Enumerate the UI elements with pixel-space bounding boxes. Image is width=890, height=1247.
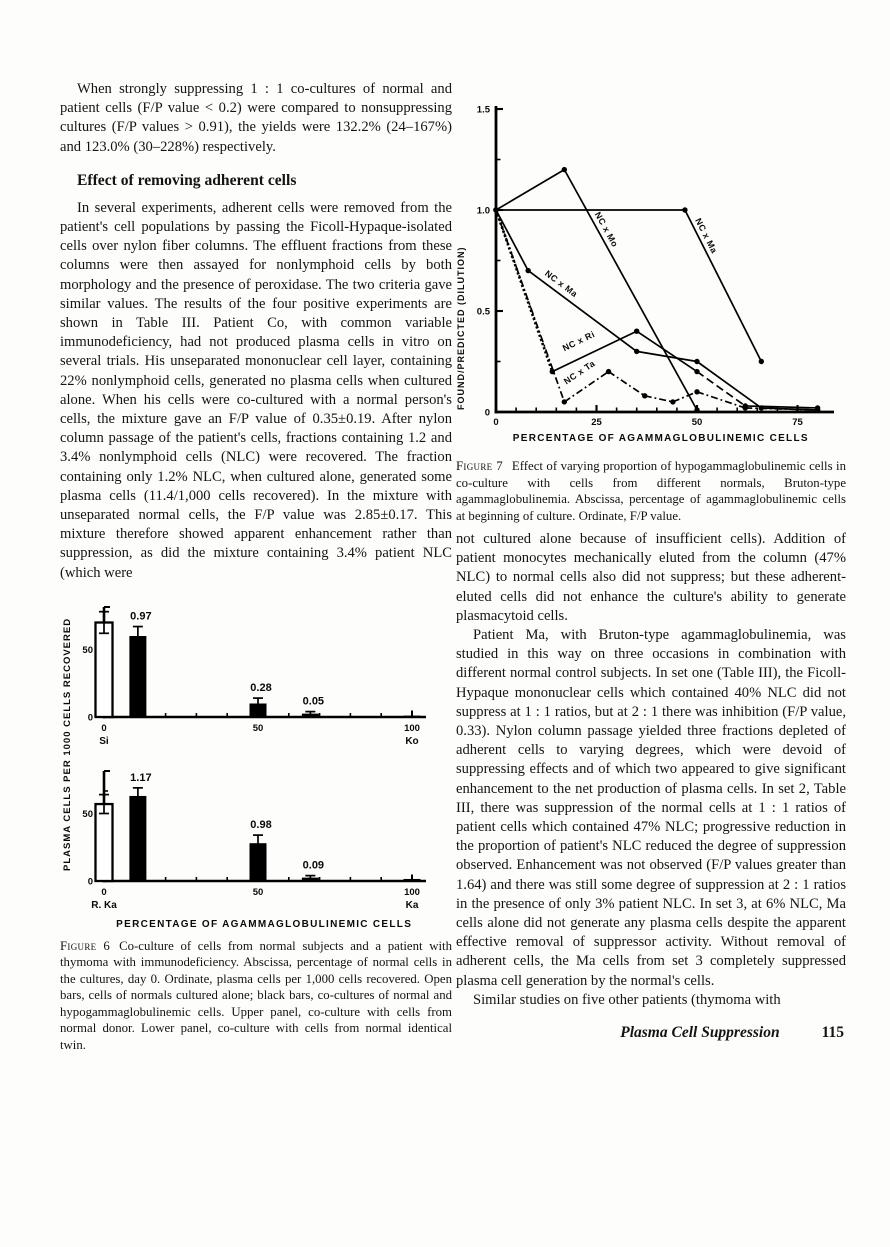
x-axis-label: PERCENTAGE OF AGAMMAGLOBULINEMIC CELLS <box>512 433 809 444</box>
figure7-caption-label: Figure 7 <box>456 459 503 473</box>
figure-7-plot-area <box>456 80 846 454</box>
bar-value-label: 1.17 <box>130 771 152 784</box>
figure6-upper-panel-chart <box>60 587 450 751</box>
bar <box>250 682 272 717</box>
x-sublabel: R. Ka <box>91 899 117 911</box>
series-NC-x-Ri <box>493 207 820 410</box>
figure6-y-axis-label: PLASMA CELLS PER 1000 CELLS RECOVERED <box>62 617 73 871</box>
svg-text:0: 0 <box>484 407 490 419</box>
svg-text:50: 50 <box>82 808 93 820</box>
panel-lower <box>82 771 426 930</box>
paragraph-yields: When strongly suppressing 1 : 1 co-cultures of normal and patient cells (F/P value < 0.2) were compared to nonsuppressing cultures (F/P values > 0.91), the yields were 132.2% (24–167%) and 123.0% (30–228%) respectively. <box>60 81 452 155</box>
right-column <box>456 80 846 1042</box>
bar-value-label: 0.97 <box>130 610 152 623</box>
svg-text:1.5: 1.5 <box>476 104 490 116</box>
figure7-caption <box>456 458 846 524</box>
svg-text:0: 0 <box>493 417 499 428</box>
bar <box>250 819 272 881</box>
bar <box>96 612 113 717</box>
svg-text:100: 100 <box>404 886 420 898</box>
figure7-y-axis-label: FOUND/PREDICTED (DILUTION) <box>456 246 466 410</box>
figure-7 <box>456 80 846 524</box>
figure6-lower-panel-chart <box>60 751 450 931</box>
series-label: NC x Ta <box>561 358 597 387</box>
x-axis-label: PERCENTAGE OF AGAMMAGLOBULINEMIC CELLS <box>116 918 413 930</box>
paragraph-similar-studies: Similar studies on five other patients (thymoma with <box>473 991 781 1008</box>
bar <box>96 794 113 880</box>
bar <box>129 610 151 716</box>
bar-value-label: 0.98 <box>250 818 272 831</box>
figure6-caption-text: Co-culture of cells from normal subjects and a patient with thymoma with immunodeficiency. Abscissa, percentage of normal cells in the cultures, day 0. Ordinate, plasma cells per 1,000 cells recovered. Open bars, cells of normals cultured alone; black bars, co-cultures of normal and hypogammaglobulinemic cells. Upper panel, co-culture with cells from normal donor. Lower panel, co-culture with cells from normal identical twin. <box>60 938 452 1052</box>
svg-text:75: 75 <box>792 417 803 428</box>
x-sublabel: Si <box>99 735 109 747</box>
bar <box>129 772 151 881</box>
bar-value-label: 0.09 <box>302 859 325 872</box>
series-label: NC x Ma <box>693 216 720 256</box>
bar-value-label: 0.05 <box>302 695 325 708</box>
svg-text:0.5: 0.5 <box>476 306 490 318</box>
svg-text:25: 25 <box>591 417 602 428</box>
svg-text:1.0: 1.0 <box>476 205 490 217</box>
svg-text:50: 50 <box>252 722 264 734</box>
series-label: NC x Ma <box>543 268 580 300</box>
bar <box>404 879 421 881</box>
section-heading: Effect of removing adherent cells <box>77 171 297 189</box>
page-footer <box>456 1024 846 1042</box>
figure6-caption <box>60 938 452 1054</box>
paragraph-patient-ma: Patient Ma, with Bruton-type agammaglobulinemia, was studied in this way on three occasions in combination with different normal control subjects. In set one (Table III), the Ficoll-Hypaque mononuclear cells which contained 40% NLC did not suppress at 1 : 1 ratios, but at 2 : 1 there was inhibition (F/P value, 0.33). Nylon column passage yielded three fractions depleted of adherent cells to varying degrees, which were devoid of suppressing effects and of which two appeared to give significant enhancement to the net production of plasma cells. In set 2, Table III, there was suppression of the normal cells at 1 : 1 ratios of patient cells which contained 47% NLC; progressive reduction in the proportion of patient's NLC reduced the degree of suppression observed. Enhancement was not observed (F/P values greater than 1.64) and there was still some degree of suppression at 2 : 1 ratios in the presence of only 3% patient NLC. In set 3, at 6% NLC, Ma cells alone did not generate any plasma cells despite the apparent effective removal of suppressor activity. Without removal of adherent cells, the Ma cells from set 3 completely suppressed plasma cell generation by the normal's cells. <box>456 627 846 989</box>
figure-6-plot-area <box>60 587 452 931</box>
x-sublabel: Ko <box>405 735 419 747</box>
paragraph-monocytes: not cultured alone because of insufficient cells). Addition of patient monocytes mechanically eluted from the column (47% NLC) to normal cells also did not suppress; but these adherent-eluted cells did not enhance the culture's ability to generate plasmacytoid cells. <box>456 531 846 624</box>
bar <box>302 859 324 880</box>
figure7-caption-text: Effect of varying proportion of hypogammaglobulinemic cells in co-culture with cells from different normals, Bruton-type agammaglobulinemia. Abscissa, percentage of agammaglobulinemic cells at beginning of culture. Ordinate, F/P value. <box>456 459 846 523</box>
svg-text:0: 0 <box>87 876 93 888</box>
svg-text:50: 50 <box>252 886 264 898</box>
series-label: NC x Ri <box>560 328 597 354</box>
svg-text:0: 0 <box>101 886 107 898</box>
running-title: Plasma Cell Suppression <box>620 1024 780 1042</box>
panel-upper <box>82 607 426 747</box>
page-number: 115 <box>821 1024 844 1042</box>
svg-text:100: 100 <box>404 722 420 734</box>
figure6-caption-label: Figure 6 <box>60 938 111 953</box>
svg-text:0: 0 <box>101 722 107 734</box>
series-NC-x-Ta <box>493 207 820 412</box>
figure7-line-chart <box>456 80 844 454</box>
figure-6 <box>60 587 452 1054</box>
svg-text:0: 0 <box>87 712 93 724</box>
bar <box>404 716 421 717</box>
bar-value-label: 0.28 <box>250 681 272 694</box>
svg-text:50: 50 <box>691 417 703 428</box>
series-NC-x-Ma <box>493 207 820 412</box>
x-sublabel: Ka <box>405 899 419 911</box>
paragraph-adherent-cells: In several experiments, adherent cells were removed from the patient's cell populations by passing the Ficoll-Hypaque-isolated cells over nylon fiber columns. The effluent fractions from these columns were then assayed for nonlymphoid cells by both morphology and the presence of peroxidase. The two criteria gave similar values. The results of the four positive experiments are shown in Table III. Patient Co, with common variable immunodeficiency, had not produced plasma cells in vitro on several trials. His unseparated mononuclear cell layer, containing 22% nonlymphoid cells, generated no plasma cells when cultured alone. When his cells were co-cultured with a normal person's cells, the mixture gave an F/P value of 0.35±0.19. After nylon column passage of the patient's cells, fractions containing 1.2 and 3.4% nonlymphoid cells (NLC) were recovered. The fraction containing only 1.2% NLC, when cultured alone, generated some plasma cells (11.4/1,000 cells recovered). In the mixture with unseparated normal cells, the F/P value was 2.85±0.17. This mixture therefore showed apparent enhancement rather than suppression, as did the mixture containing 3.4% patient NLC (which were <box>60 199 452 581</box>
left-column <box>60 80 452 1053</box>
svg-text:50: 50 <box>82 644 93 656</box>
bar <box>302 695 324 716</box>
series-label: NC x Mo <box>592 210 621 249</box>
